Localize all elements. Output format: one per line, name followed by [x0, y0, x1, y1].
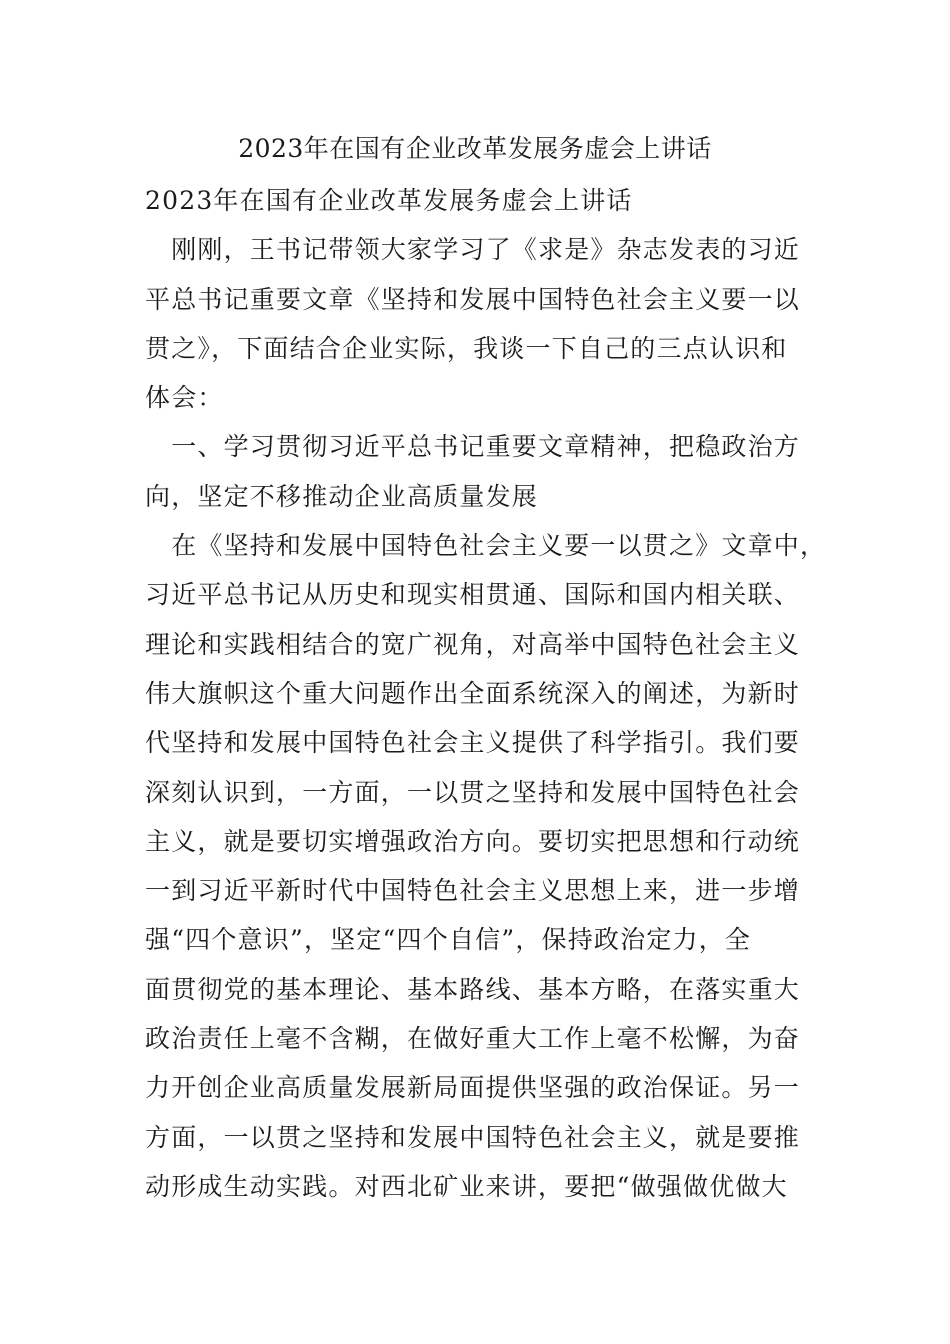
text-line: 主义，就是要切实增强政治方向。要切实把思想和行动统	[145, 826, 801, 856]
text-line: 理论和实践相结合的宽广视角，对高举中国特色社会主义	[145, 629, 801, 659]
text-line: 一到习近平新时代中国特色社会主义思想上来，进一步增	[145, 876, 801, 906]
document-title: 2023年在国有企业改革发展务虚会上讲话	[238, 134, 712, 163]
text-line: 强“四个意识”，坚定“四个自信”，保持政治定力，全	[145, 925, 752, 955]
text-line: 深刻认识到，一方面，一以贯之坚持和发展中国特色社会	[145, 777, 801, 807]
text-line: 伟大旗帜这个重大问题作出全面系统深入的阐述，为新时	[145, 678, 801, 708]
text-line: 向，坚定不移推动企业高质量发展	[145, 481, 539, 511]
text-line: 代坚持和发展中国特色社会主义提供了科学指引。我们要	[145, 728, 801, 758]
text-line: 2023年在国有企业改革发展务虚会上讲话	[145, 186, 633, 215]
text-line: 习近平总书记从历史和现实相贯通、国际和国内相关联、	[145, 580, 801, 610]
text-line: 贯之》，下面结合企业实际，我谈一下自己的三点认识和	[145, 333, 788, 363]
text-line: 政治责任上毫不含糊，在做好重大工作上毫不松懈，为奋	[145, 1024, 801, 1054]
document-body	[145, 182, 827, 1217]
text-line: 刚刚，王书记带领大家学习了《求是》杂志发表的习近	[145, 235, 801, 265]
text-line: 动形成生动实践。对西北矿业来讲，要把“做强做优做大	[145, 1171, 788, 1201]
text-line: 力开创企业高质量发展新局面提供坚强的政治保证。另一	[145, 1073, 801, 1103]
text-line: 体会：	[145, 383, 224, 413]
text-line: 面贯彻党的基本理论、基本路线、基本方略，在落实重大	[145, 974, 801, 1004]
text-line: 一、学习贯彻习近平总书记重要文章精神，把稳政治方	[145, 432, 801, 462]
text-line: 在《坚持和发展中国特色社会主义要一以贯之》文章中，	[145, 531, 827, 561]
text-line: 方面，一以贯之坚持和发展中国特色社会主义，就是要推	[145, 1122, 801, 1152]
text-line: 平总书记重要文章《坚持和发展中国特色社会主义要一以	[145, 284, 801, 314]
